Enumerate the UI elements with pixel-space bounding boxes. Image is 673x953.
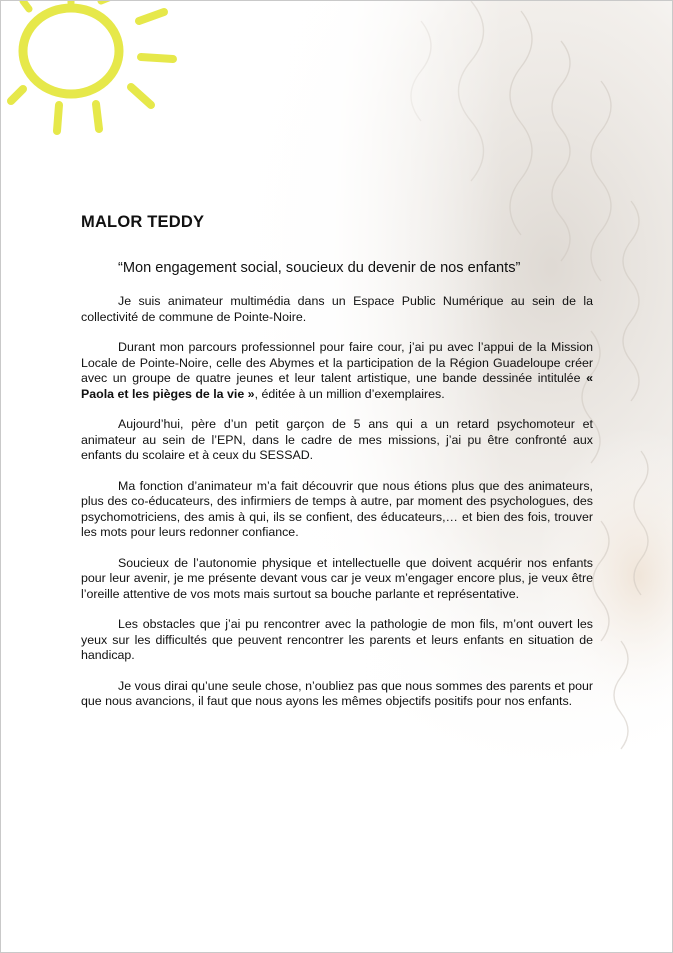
body-text: [81, 294, 593, 725]
author-name-heading: MALOR TEDDY: [81, 213, 205, 231]
sun-icon: [1, 1, 201, 151]
paragraph-role: Ma fonction d’animateur m’a fait découvrir que nous étions plus que des animateurs, plus des co-éducateurs, des infirmiers de temps à autre, par moment des psychologues, des psychomotriciens, des amis à qui, ils se confient, des éducateurs,… et bien des fois, trouver les mots pour leurs redonner confiance.: [81, 478, 593, 539]
paragraph-career-text: Durant mon parcours professionnel pour faire cour, j’ai pu avec l’appui de la Mission Locale de Pointe-Noire, celle des Abymes et la participation de la Région Guadeloupe créer avec un groupe de quatre jeunes et leur talent artistique, une bande dessinée intitulée: [81, 340, 593, 385]
paragraph-conclusion: Je vous dirai qu’une seule chose, n’oubliez pas que nous sommes des parents et pour que nous avancions, il faut que nous ayons les mêmes objectifs positifs pour nos enfants.: [81, 678, 593, 708]
paragraph-career: [81, 340, 593, 402]
paragraph-father: Aujourd’hui, père d’un petit garçon de 5 ans qui a un retard psychomoteur et animateur au sein de l’EPN, dans le cadre de mes missions, j’ai pu être confronté aux enfants du scolaire et à ceux du SESSAD.: [81, 417, 593, 462]
comic-title: « Paola et les pièges de la vie »: [81, 371, 593, 401]
paragraph-obstacles: Les obstacles que j’ai pu rencontrer avec la pathologie de mon fils, m’ont ouvert les yeux sur les difficultés que peuvent rencontrer les parents et leurs enfants en situation de handicap.: [81, 617, 593, 662]
paragraph-career-end: , éditée à un million d’exemplaires.: [254, 386, 445, 401]
paragraph-commitment: Soucieux de l’autonomie physique et intellectuelle que doivent acquérir nos enfants pour leur avenir, je me présente devant vous car je veux m’engager encore plus, je veux être l’oreille attentive de vos mots mais surtout sa bouche parlante et représentative.: [81, 555, 593, 601]
motto-quote: “Mon engagement social, soucieux du devenir de nos enfants”: [118, 260, 521, 276]
paragraph-intro: Je suis animateur multimédia dans un Espace Public Numérique au sein de la collectivité de commune de Pointe-Noire.: [81, 294, 593, 324]
